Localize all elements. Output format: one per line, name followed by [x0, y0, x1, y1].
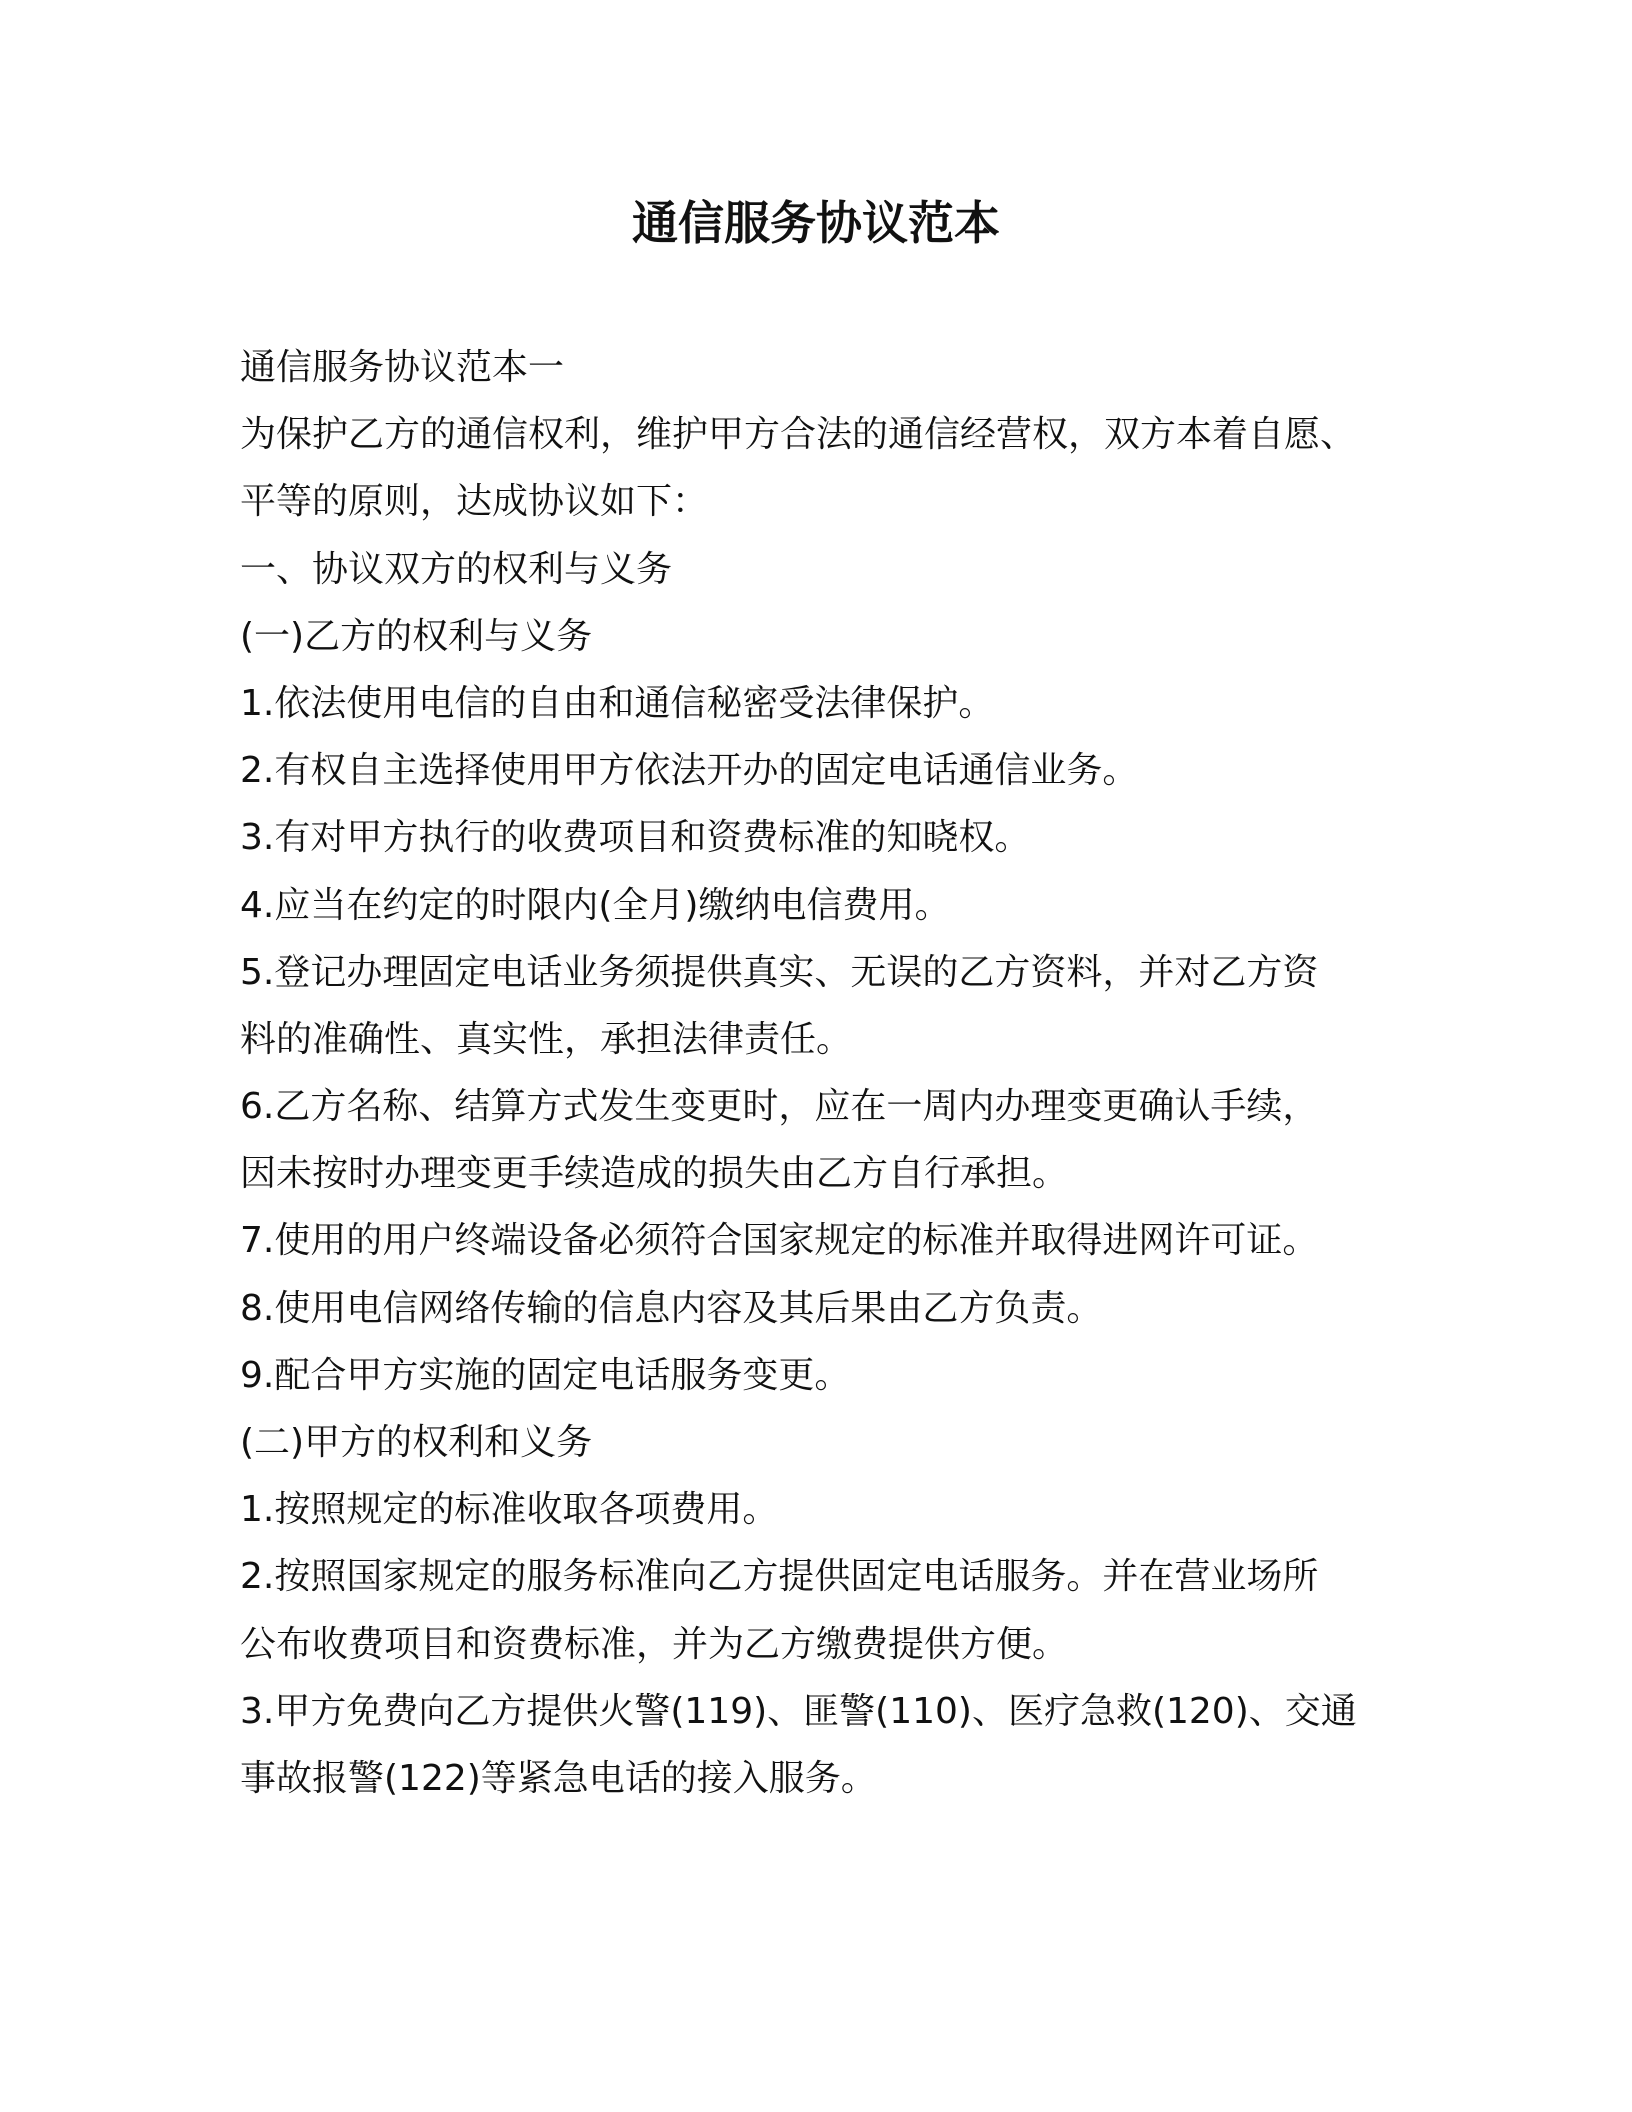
paragraph-line: 为保护乙方的通信权利，维护甲方合法的通信经营权，双方本着自愿、: [240, 414, 1357, 456]
subsection-heading: (二)甲方的权利和义务: [240, 1422, 593, 1463]
section-heading: 一、协议双方的权利与义务: [240, 548, 673, 590]
list-item: 8.使用电信网络传输的信息内容及其后果由乙方负责。: [240, 1287, 1103, 1329]
document-body: [240, 334, 1400, 1812]
list-item: 1.依法使用电信的自由和通信秘密受法律保护。: [240, 682, 995, 724]
list-item: 2.有权自主选择使用甲方依法开办的固定电话通信业务。: [240, 750, 1139, 792]
list-item: 9.配合甲方实施的固定电话服务变更。: [240, 1354, 851, 1396]
list-item: 4.应当在约定的时限内(全月)缴纳电信费用。: [240, 884, 951, 926]
list-item-continuation: 事故报警(122)等紧急电话的接入服务。: [240, 1757, 877, 1799]
list-item-continuation: 因未按时办理变更手续造成的损失由乙方自行承担。: [240, 1153, 1069, 1195]
document-title: 通信服务协议范本: [632, 196, 1000, 250]
list-item: 3.甲方免费向乙方提供火警(119)、匪警(110)、医疗急救(120)、交通: [240, 1690, 1357, 1732]
list-item: 3.有对甲方执行的收费项目和资费标准的知晓权。: [240, 817, 1031, 859]
list-item-continuation: 料的准确性、真实性，承担法律责任。: [240, 1018, 853, 1060]
list-item: 2.按照国家规定的服务标准向乙方提供固定电话服务。并在营业场所: [240, 1556, 1319, 1598]
list-item: 5.登记办理固定电话业务须提供真实、无误的乙方资料，并对乙方资: [240, 951, 1319, 993]
list-item-continuation: 公布收费项目和资费标准，并为乙方缴费提供方便。: [240, 1623, 1069, 1665]
subsection-heading: (一)乙方的权利与义务: [240, 615, 593, 657]
section-heading: 通信服务协议范本一: [240, 347, 565, 388]
list-item: 7.使用的用户终端设备必须符合国家规定的标准并取得进网许可证。: [240, 1220, 1319, 1262]
list-item: 6.乙方名称、结算方式发生变更时，应在一周内办理变更确认手续，: [240, 1086, 1319, 1128]
list-item: 1.按照规定的标准收取各项费用。: [240, 1489, 779, 1531]
paragraph-line: 平等的原则，达成协议如下：: [240, 481, 709, 523]
